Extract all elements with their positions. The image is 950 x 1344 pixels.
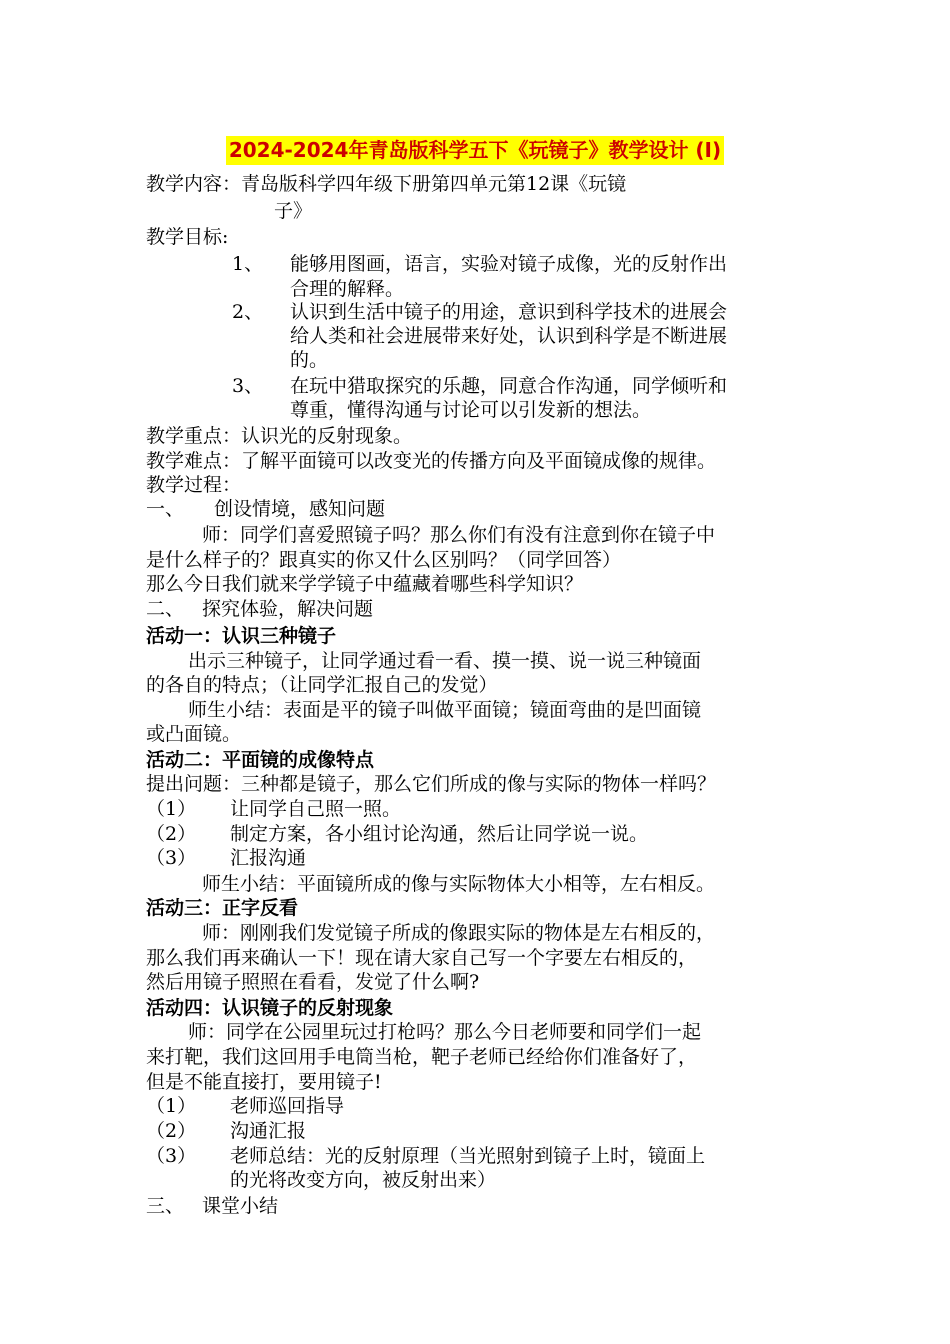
title-container: [0, 136, 950, 165]
activity-heading: 活动三：正字反看: [146, 897, 299, 919]
document-title: 2024-2024年青岛版科学五下《玩镜子》教学设计 (I): [226, 136, 724, 165]
text-line: 教学目标:: [146, 226, 229, 248]
text-line: 认识到生活中镜子的用途，意识到科学技术的进展会: [290, 301, 728, 323]
text-line: 是什么样子的？跟真实的你又什么区别吗？（同学回答）: [146, 549, 622, 571]
text-line: 沟通汇报: [230, 1120, 307, 1142]
text-line: 师：同学们喜爱照镜子吗？那么你们有没有注意到你在镜子中: [202, 524, 716, 546]
list-number: 3、: [232, 375, 264, 397]
text-line: 然后用镜子照照在看看，发觉了什么啊?: [146, 971, 480, 993]
text-line: 能够用图画，语言，实验对镜子成像，光的反射作出: [290, 253, 728, 275]
list-number: 1、: [232, 253, 264, 275]
section-heading: 探究体验，解决问题: [202, 598, 374, 620]
text-line: 尊重，懂得沟通与讨论可以引发新的想法。: [290, 399, 652, 421]
list-number: （1）: [146, 798, 197, 820]
activity-heading: 活动二：平面镜的成像特点: [146, 749, 375, 771]
text-line: 让同学自己照一照。: [230, 798, 402, 820]
text-line: 教学内容：青岛版科学四年级下册第四单元第12课《玩镜: [146, 173, 627, 195]
text-line: 的光将改变方向，被反射出来）: [230, 1169, 497, 1191]
text-line: 出示三种镜子，让同学通过看一看、摸一摸、说一说三种镜面: [188, 650, 702, 672]
text-line: 教学过程：: [146, 474, 242, 496]
text-line: 的各自的特点；（让同学汇报自己的发觉）: [146, 674, 498, 696]
text-line: 来打靶，我们这回用手电筒当枪，靶子老师已经给你们准备好了，: [146, 1046, 698, 1068]
text-line: 合理的解释。: [290, 278, 405, 300]
text-line: 师生小结：平面镜所成的像与实际物体大小相等，左右相反。: [202, 873, 716, 895]
text-line: 子》: [274, 200, 313, 222]
text-line: 那么今日我们就来学学镜子中蕴藏着哪些科学知识？: [146, 573, 584, 595]
activity-heading: 活动四：认识镜子的反射现象: [146, 997, 394, 1019]
text-line: 但是不能直接打，要用镜子!: [146, 1071, 382, 1093]
text-line: 制定方案，各小组讨论沟通，然后让同学说一说。: [230, 823, 649, 845]
list-number: （2）: [146, 823, 197, 845]
text-line: 师：同学在公园里玩过打枪吗？那么今日老师要和同学们一起: [188, 1021, 702, 1043]
text-line: 教学难点：了解平面镜可以改变光的传播方向及平面镜成像的规律。: [146, 450, 717, 472]
text-line: 汇报沟通: [230, 847, 307, 869]
text-line: 的。: [290, 349, 329, 371]
text-line: 给人类和社会进展带来好处，认识到科学是不断进展: [290, 325, 728, 347]
section-number: 二、: [146, 598, 185, 620]
list-number: 2、: [232, 301, 264, 323]
text-line: 在玩中猎取探究的乐趣，同意合作沟通，同学倾听和: [290, 375, 728, 397]
text-line: 或凸面镜。: [146, 723, 242, 745]
section-heading: 课堂小结: [202, 1195, 279, 1217]
text-line: 老师总结：光的反射原理（当光照射到镜子上时，镜面上: [230, 1145, 706, 1167]
text-line: 老师巡回指导: [230, 1095, 345, 1117]
text-line: 提出问题：三种都是镜子，那么它们所成的像与实际的物体一样吗？: [146, 773, 717, 795]
list-number: （1）: [146, 1095, 197, 1117]
text-line: 师生小结：表面是平的镜子叫做平面镜；镜面弯曲的是凹面镜: [188, 699, 702, 721]
activity-heading: 活动一：认识三种镜子: [146, 625, 337, 647]
text-line: 师：刚刚我们发觉镜子所成的像跟实际的物体是左右相反的，: [202, 922, 716, 944]
text-line: 那么我们再来确认一下！现在请大家自己写一个字要左右相反的，: [146, 947, 698, 969]
section-number: 一、: [146, 498, 185, 520]
list-number: （2）: [146, 1120, 197, 1142]
text-line: 教学重点：认识光的反射现象。: [146, 425, 413, 447]
list-number: （3）: [146, 1145, 197, 1167]
section-number: 三、: [146, 1195, 185, 1217]
section-heading: 创设情境，感知问题: [214, 498, 386, 520]
list-number: （3）: [146, 847, 197, 869]
